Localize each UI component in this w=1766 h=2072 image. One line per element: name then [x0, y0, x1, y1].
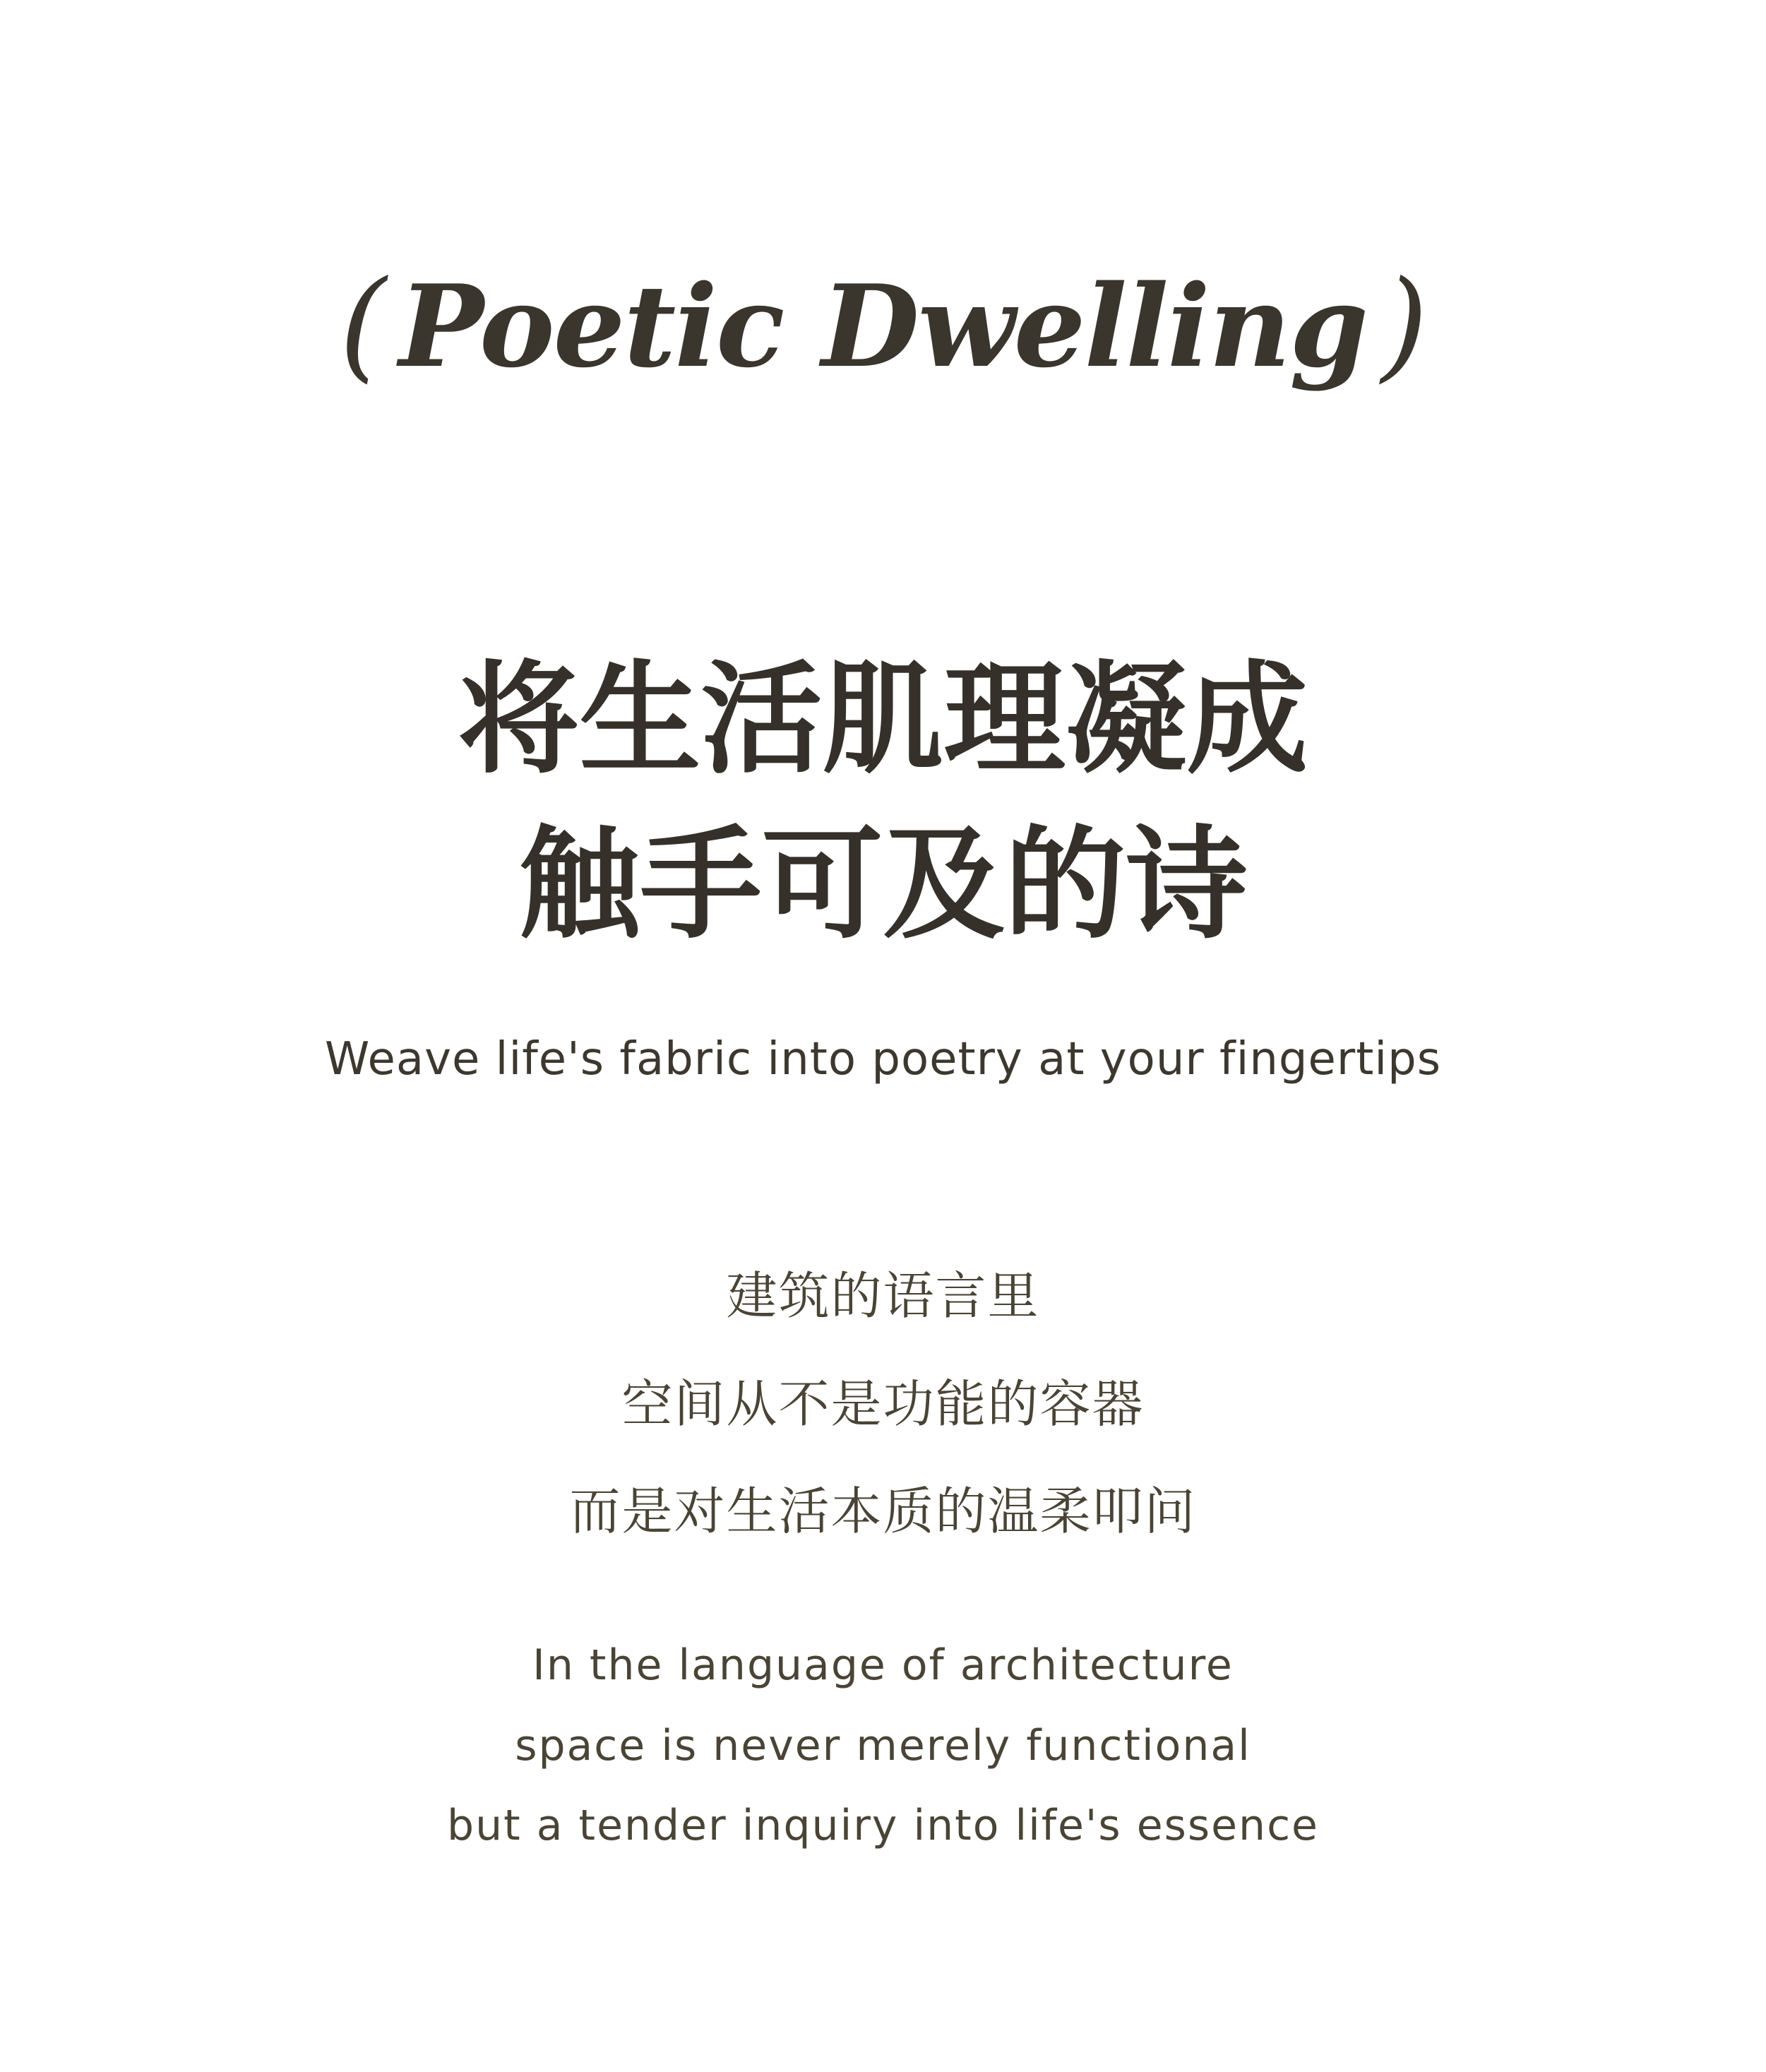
english-title-text: Poetic Dwelling [398, 260, 1368, 393]
chinese-body-line-2: 空间从不是功能的容器 [621, 1374, 1145, 1434]
chinese-headline-line-2: 触手可及的诗 [518, 812, 1248, 955]
english-body-line-1: In the language of architecture [532, 1641, 1234, 1690]
open-paren: ( [339, 255, 385, 395]
chinese-body-line-1: 建筑的语言里 [726, 1266, 1040, 1326]
english-title [0, 254, 1766, 397]
chinese-body-line-3: 而是对生活本质的温柔叩问 [569, 1482, 1197, 1541]
english-tagline: Weave life's fabric into poetry at your fingertips [324, 1033, 1442, 1085]
english-body-line-3: but a tender inquiry into life's essence [447, 1801, 1319, 1850]
english-body-line-2: space is never merely functional [515, 1721, 1251, 1770]
chinese-headline-line-1: 将生活肌理凝成 [458, 647, 1308, 790]
close-paren: ) [1381, 255, 1427, 395]
